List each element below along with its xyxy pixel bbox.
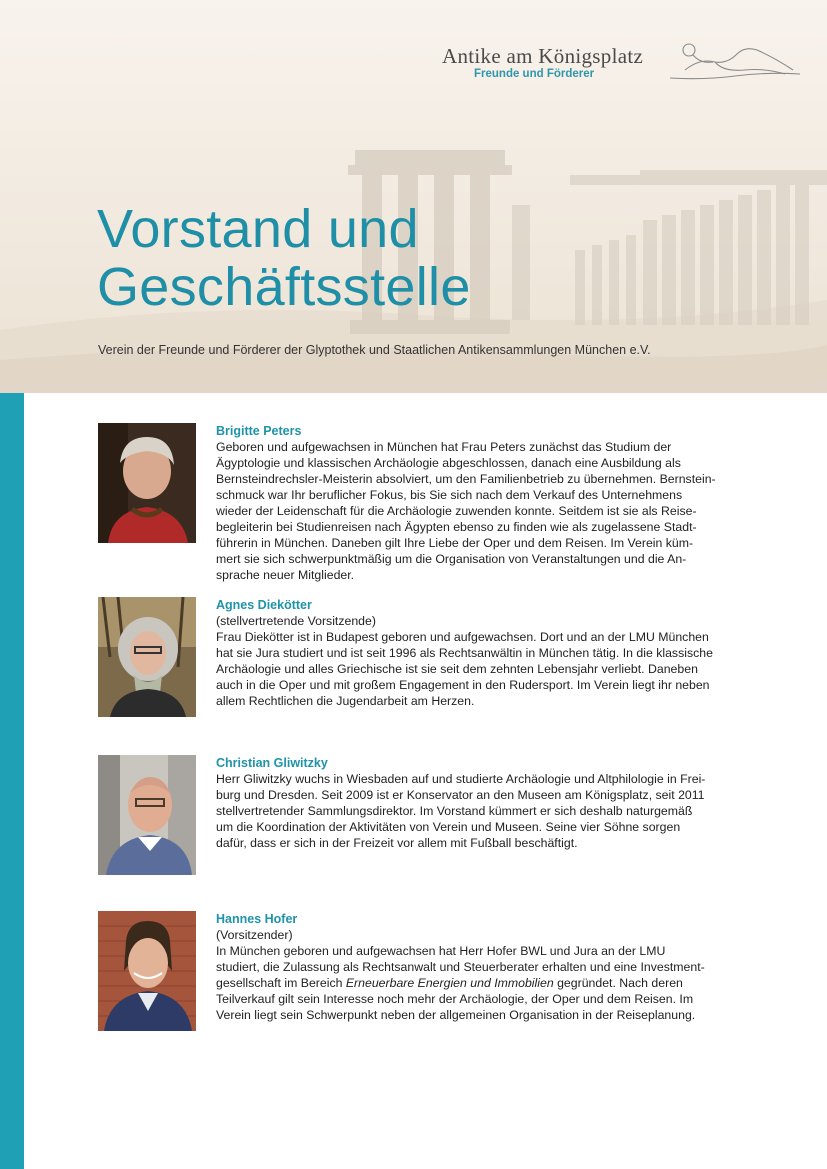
page-title-line-2: Geschäftsstelle [97,257,471,317]
bio-emphasis: Erneuerbare Energien und Immobilien [345,976,554,990]
person-name: Agnes Diekötter [216,598,312,612]
person-role: (stellvertretende Vorsitzende) [216,614,376,628]
person-name: Hannes Hofer [216,912,298,926]
logo [440,40,810,90]
person-bio: In München geboren und aufgewachsen hat Herr Hofer BWL und Jura an der LMU studiert, die Zulassung als Rechtsanwalt und Steuerberater erhalten und eine Investment- gesellschaft im Bereich Erneuerbare Energien und Immobilien gegründet. Nach deren Teilverkauf gilt sein Interesse noch mehr der Archäologie, der Oper und dem Reisen. Im Verein liegt sein Schwerpunkt neben der allgemeinen Organisation in der Reiseplanung. [216,944,705,1022]
sidebar-accent-bar [0,393,24,1169]
portrait-photo [98,597,196,717]
person-bio: Herr Gliwitzky wuchs in Wiesbaden auf und studierte Archäologie und Altphilologie in Frei- burg und Dresden. Seit 2009 ist er Konservator an den Museen am Königsplatz, seit 2011 stellvertretender Sammlungsdirektor. Im Vorstand kümmert er sich deshalb naturgemäß um die Koordination der Aktivitäten von Verein und Museen. Seine vier Söhne sorgen dafür, dass er sich in der Freizeit vor allem mit Fußball beschäftigt. [216,772,706,850]
portrait-photo [98,755,196,875]
portrait-photo [98,911,196,1031]
person-bio: Frau Diekötter ist in Budapest geboren und aufgewachsen. Dort und an der LMU München hat sie Jura studiert und ist seit 1996 als Rechtsanwältin in München tätig. In die klassische Archäologie und alles Griechische ist sie seit dem zehnten Lebensjahr verliebt. Daneben auch in die Oper und mit großem Engagement in den Rudersport. Im Verein liegt ihr neben allem Rechtlichen die Jugendarbeit am Herzen. [216,630,713,708]
page-title [97,200,471,316]
header-background [0,0,827,393]
logo-subtitle: Freunde und Förderer [474,68,595,80]
logo-title: Antike am Königsplatz [442,44,644,68]
reclining-figure-icon [665,40,805,85]
person-name: Brigitte Peters [216,424,302,438]
person-name: Christian Gliwitzky [216,756,328,770]
page-subtitle: Verein der Freunde und Förderer der Glyptothek und Staatlichen Antikensammlungen München e.V. [98,343,651,357]
person-bio: Geboren und aufgewachsen in München hat Frau Peters zunächst das Studium der Ägyptologie und klassischen Archäologie abgeschlossen, danach eine Ausbildung als Bernsteindrechsler-Meisterin absolviert, um den Familienbetrieb zu übernehmen. Bernstein- schmuck war Ihr beruflicher Fokus, bis Sie sich nach dem Verkauf des Unternehmens wieder der Leidenschaft für die Archäologie zuwenden konnte. Seitdem ist sie als Reise- begleiterin bei Studienreisen nach Ägypten ebenso zu finden wie als zugelassene Stadt- führerin in München. Daneben gilt Ihre Liebe der Oper und dem Reisen. Im Verein küm- mert sie sich schwerpunktmäßig um die Organisation von Veranstaltungen und die An- sprache neuer Mitglieder. [216,440,716,582]
page-title-line-1: Vorstand und [97,199,419,259]
portrait-photo [98,423,196,543]
person-role: (Vorsitzender) [216,928,293,942]
